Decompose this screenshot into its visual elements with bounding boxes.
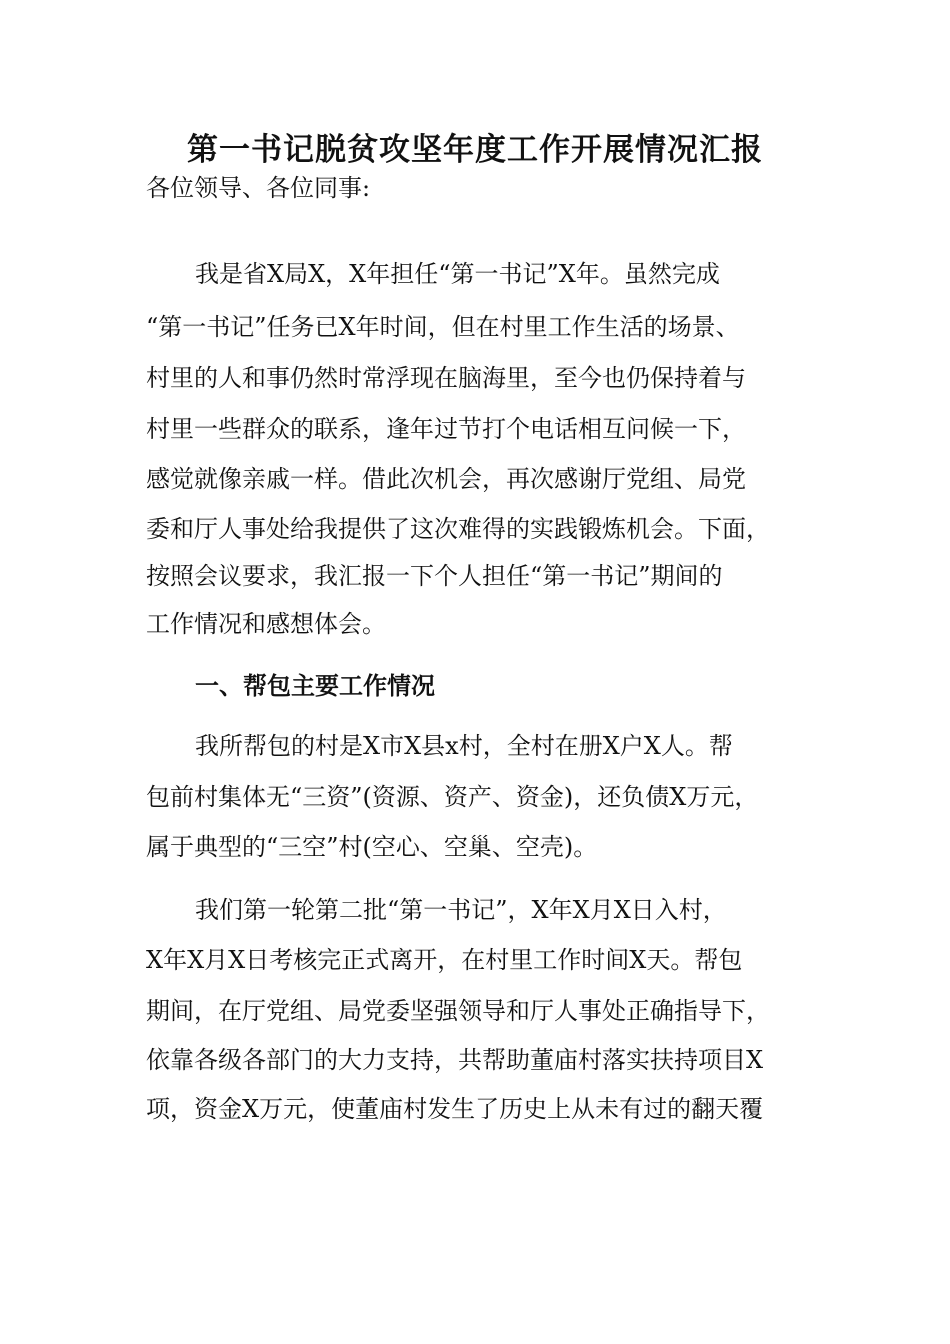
paragraph-line: 按照会议要求，我汇报一下个人担任“第一书记”期间的 [146, 562, 723, 590]
paragraph-line: 期间，在厅党组、局党委坚强领导和厅人事处正确指导下， [146, 997, 770, 1025]
paragraph-line: 村里一些群众的联系，逢年过节打个电话相互问候一下， [146, 415, 746, 443]
paragraph-line: 我们第一轮第二批“第一书记”，X年X月X日入村， [195, 896, 727, 924]
paragraph-line: 感觉就像亲戚一样。借此次机会，再次感谢厅党组、局党 [146, 465, 746, 493]
paragraph-line: 我是省X局X，X年担任“第一书记”X年。虽然完成 [195, 260, 720, 288]
document-title: 第一书记脱贫攻坚年度工作开展情况汇报 [187, 132, 763, 168]
paragraph-line: 委和厅人事处给我提供了这次难得的实践锻炼机会。下面， [146, 515, 770, 543]
paragraph-line: “第一书记”任务已X年时间，但在村里工作生活的场景、 [146, 313, 740, 341]
paragraph-line: 工作情况和感想体会。 [146, 610, 386, 638]
paragraph-line: 依靠各级各部门的大力支持，共帮助董庙村落实扶持项目X [146, 1046, 764, 1074]
paragraph-line: 包前村集体无“三资”(资源、资产、资金)，还负债X万元， [146, 783, 759, 811]
paragraph-line: 我所帮包的村是X市X县x村，全村在册X户X人。帮 [195, 732, 733, 760]
paragraph-line: 属于典型的“三空”村(空心、空巢、空壳)。 [146, 833, 598, 861]
paragraph-line: 项，资金X万元，使董庙村发生了历史上从未有过的翻天覆 [146, 1095, 764, 1123]
greeting: 各位领导、各位同事: [146, 174, 371, 202]
paragraph-line: X年X月X日考核完正式离开，在村里工作时间X天。帮包 [146, 946, 743, 974]
paragraph-line: 村里的人和事仍然时常浮现在脑海里，至今也仍保持着与 [146, 364, 746, 392]
section-heading: 一、帮包主要工作情况 [195, 671, 435, 700]
